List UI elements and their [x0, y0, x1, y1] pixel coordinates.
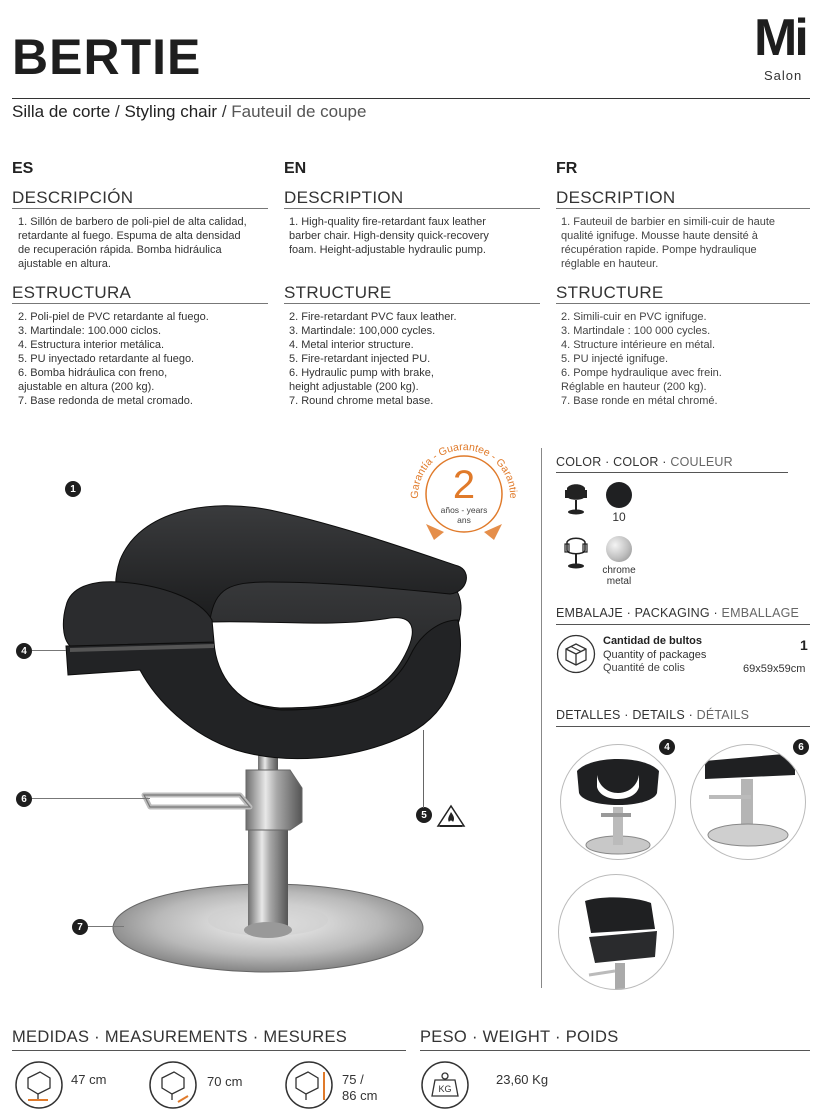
- struct-text-en: 2. Fire-retardant PVC faux leather. 3. Martindale: 100,000 cycles. 4. Metal interior structure. 5. Fire-retardant injected PU. 6. Hydraulic pump with brake, height adjustable (200 kg). 7. Round chrome metal base.: [289, 311, 457, 407]
- details-title-en: DETAILS: [632, 708, 685, 722]
- guarantee-label-1: años - years: [440, 505, 488, 515]
- desc-rule-fr: [556, 208, 810, 209]
- desc-text-fr: 1. Fauteuil de barbier en simili-cuir de haute qualité ignifuge. Mousse haute densité à récupération rapide. Pompe hydraulique réglable en hauteur.: [561, 216, 776, 270]
- measurements-rule: [12, 1050, 406, 1051]
- right-divider: [541, 448, 542, 988]
- measure-height: 75 / 86 cm: [342, 1072, 378, 1103]
- subtitle-es: Silla de corte: [12, 102, 111, 121]
- detail-image-4: [560, 744, 676, 860]
- width-measure-icon: [14, 1060, 64, 1110]
- details-title-es: DETALLES: [556, 708, 621, 722]
- color-swatch-10[interactable]: [606, 482, 632, 508]
- measure-depth: 70 cm: [207, 1074, 243, 1089]
- callout-5: 5: [416, 807, 432, 823]
- title-sep: ·: [89, 1028, 105, 1046]
- packaging-size: 69x59x59cm: [743, 663, 806, 675]
- weight-icon-label: KG: [438, 1084, 452, 1094]
- measure-width: 47 cm: [71, 1072, 107, 1087]
- fire-retardant-icon: [436, 802, 466, 828]
- packaging-title: [556, 606, 799, 620]
- title-sep: ·: [684, 708, 697, 722]
- chair-main-image: [10, 470, 530, 990]
- desc-rule-es: [12, 208, 268, 209]
- callout-7: 7: [72, 919, 88, 935]
- subtitle-fr: Fauteuil de coupe: [231, 102, 367, 121]
- lang-en: EN: [284, 160, 307, 177]
- packaging-label-fr: Quantité de colis: [603, 662, 685, 674]
- color-title-es: COLOR: [556, 455, 602, 469]
- callout-6-leader: [32, 798, 150, 799]
- details-rule: [556, 726, 810, 727]
- weight-kg-icon: [420, 1060, 470, 1110]
- packaging-title-es: EMBALAJE: [556, 606, 623, 620]
- title-sep: ·: [550, 1028, 566, 1046]
- desc-title-en: DESCRIPTION: [284, 188, 404, 207]
- details-title: [556, 708, 749, 722]
- weight-title-es: PESO: [420, 1028, 468, 1046]
- brand-logo-sub: Salon: [764, 68, 803, 83]
- subtitle-sep: /: [115, 102, 120, 121]
- header-rule: [12, 98, 810, 99]
- title-sep: ·: [601, 455, 614, 469]
- color-title-en: COLOR: [613, 455, 659, 469]
- weight-value: 23,60 Kg: [496, 1072, 549, 1087]
- struct-title-es: ESTRUCTURA: [12, 283, 132, 302]
- title-sep: ·: [247, 1028, 264, 1046]
- desc-rule-en: [284, 208, 540, 209]
- callout-4-leader: [32, 650, 66, 651]
- detail-image-6: [690, 744, 806, 860]
- measurements-title: [12, 1028, 347, 1047]
- subtitle-en: Styling chair: [124, 102, 218, 121]
- depth-measure-icon: [148, 1060, 198, 1110]
- title-sep: ·: [467, 1028, 483, 1046]
- struct-rule-es: [12, 303, 268, 304]
- packaging-label-en: Quantity of packages: [603, 649, 707, 661]
- chair-black-icon: [562, 482, 590, 516]
- callout-6: 6: [16, 791, 32, 807]
- subtitle-sep: /: [221, 102, 227, 121]
- struct-title-en: STRUCTURE: [284, 283, 392, 302]
- desc-text-en: 1. High-quality fire-retardant faux leather barber chair. High-density quick-recovery foam. Height-adjustable hydraulic pump.: [289, 216, 489, 256]
- detail-callout-6: 6: [793, 739, 809, 755]
- measurements-title-es: MEDIDAS: [12, 1028, 90, 1046]
- title-sep: ·: [620, 708, 633, 722]
- struct-rule-en: [284, 303, 540, 304]
- chair-chrome-icon: [562, 536, 590, 570]
- guarantee-label-2: ans: [457, 515, 471, 525]
- struct-rule-fr: [556, 303, 810, 304]
- product-title: BERTIE: [12, 29, 202, 85]
- brand-logo: Mi: [754, 9, 806, 67]
- detail-callout-4: 4: [659, 739, 675, 755]
- guarantee-years: 2: [452, 463, 476, 507]
- packaging-title-fr: EMBALLAGE: [721, 606, 800, 620]
- callout-4: 4: [16, 643, 32, 659]
- weight-title-en: WEIGHT: [482, 1028, 551, 1046]
- color-title-fr: COULEUR: [670, 455, 733, 469]
- title-sep: ·: [709, 606, 722, 620]
- struct-text-fr: 2. Simili-cuir en PVC ignifuge. 3. Martindale : 100 000 cycles. 4. Structure intérieure en métal. 5. PU injecté ignifuge. 6. Pompe hydraulique avec frein. Réglable en hauteur (200 kg). 7. Base ronde en métal chromé.: [561, 311, 722, 407]
- struct-text-es: 2. Poli-piel de PVC retardante al fuego. 3. Martindale: 100.000 ciclos. 4. Estructura interior metálica. 5. PU inyectado retardante al fuego. 6. Bomba hidráulica con freno, ajustable en altura (200 kg). 7. Base redonda de metal cromado.: [18, 311, 209, 407]
- packaging-quantity: 1: [800, 637, 808, 653]
- color-rule: [556, 472, 788, 473]
- desc-title-es: DESCRIPCIÓN: [12, 188, 134, 207]
- title-sep: ·: [622, 606, 635, 620]
- packaging-title-en: PACKAGING: [634, 606, 710, 620]
- guarantee-arc-text: Garantía - Guarantee - Garantie: [408, 440, 520, 499]
- package-box-icon: [556, 634, 596, 674]
- lang-es: ES: [12, 160, 34, 177]
- measurements-title-en: MEASUREMENTS: [104, 1028, 248, 1046]
- callout-7-leader: [88, 926, 124, 927]
- struct-title-fr: STRUCTURE: [556, 283, 664, 302]
- lang-fr: FR: [556, 160, 578, 177]
- color-label-10: 10: [612, 510, 626, 524]
- weight-title: [420, 1028, 619, 1047]
- details-title-fr: DÉTAILS: [696, 708, 750, 722]
- title-sep: ·: [658, 455, 671, 469]
- color-label-chrome: chrome metal: [602, 565, 636, 587]
- packaging-label-es: Cantidad de bultos: [603, 635, 702, 647]
- weight-rule: [420, 1050, 810, 1051]
- product-subtitle: [12, 102, 366, 122]
- measurements-title-fr: MESURES: [263, 1028, 348, 1046]
- callout-5-leader: [423, 730, 424, 808]
- weight-title-fr: POIDS: [565, 1028, 619, 1046]
- color-swatch-chrome[interactable]: [606, 536, 632, 562]
- packaging-rule: [556, 624, 810, 625]
- detail-image-armrest: [558, 874, 674, 990]
- callout-1: 1: [65, 481, 81, 497]
- height-measure-icon: [284, 1060, 334, 1110]
- desc-title-fr: DESCRIPTION: [556, 188, 676, 207]
- desc-text-es: 1. Sillón de barbero de poli-piel de alta calidad, retardante al fuego. Espuma de alta densidad de recuperación rápida. Bomba hidráulica ajustable en altura.: [18, 216, 247, 270]
- color-title: [556, 455, 733, 469]
